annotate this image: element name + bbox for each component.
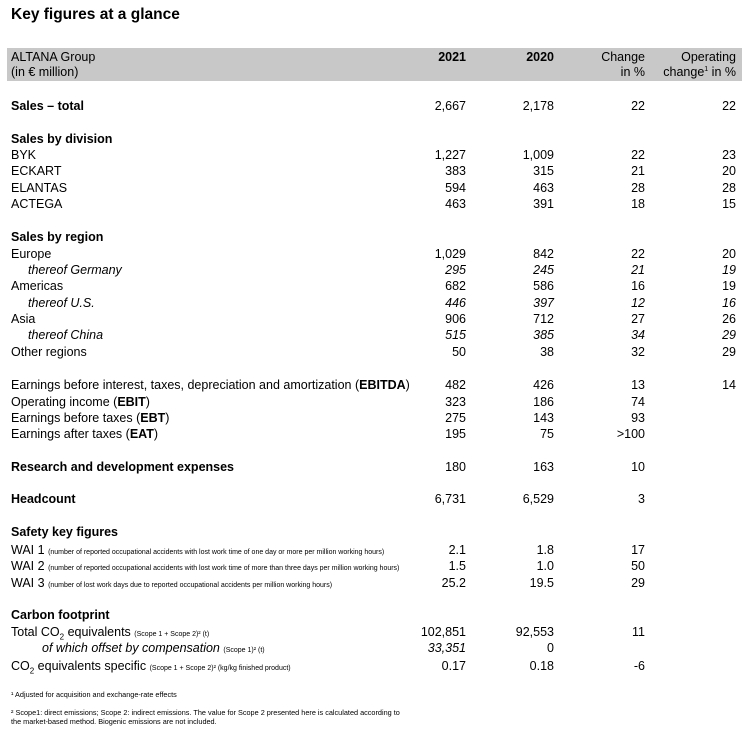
header-change: Change in % [601,50,645,79]
table-row: Earnings after taxes (EAT) 195 75 >100 [11,427,645,441]
table-row: thereof U.S. 446 397 12 16 [28,296,736,310]
footnote-1: ¹ Adjusted for acquisition and exchange-rate effects [11,690,177,699]
table-row: thereof Germany 295 245 21 19 [28,263,736,277]
table-row: Other regions 50 38 32 29 [11,345,736,359]
table-row: Americas 682 586 16 19 [11,279,736,293]
table-row: of which offset by compensation (Scope 1)² (t) 33,351 0 [42,641,554,655]
page-title: Key figures at a glance [11,6,180,23]
table-row: ECKART 383 315 21 20 [11,164,736,178]
table-row: Earnings before taxes (EBT) 275 143 93 [11,411,645,425]
header-group: ALTANA Group (in € million) [11,50,96,79]
table-row: WAI 1 (number of reported occupational accidents with lost work time of one day or more per million working hours) 2.1 1.8 17 [11,543,645,557]
table-row: Total $CO_2$ equivalents (Scope 1 + Scope 2)² (t) 102,851 92,553 11 [11,625,645,642]
table-row: Research and development expenses 180 163 10 [11,460,645,474]
table-row: Europe 1,029 842 22 20 [11,247,736,261]
table-row: BYK 1,227 1,009 22 23 [11,148,736,162]
table-row: Earnings before interest, taxes, depreciation and amortization (EBITDA) 482 426 13 14 [11,378,736,392]
section-heading: Safety key figures [11,525,118,539]
table-row: $CO_2$ equivalents specific (Scope 1 + Scope 2)² (kg/kg finished product) 0.17 0.18 -6 [11,659,645,676]
header-2020: 2020 [526,50,554,64]
section-heading: Carbon footprint [11,608,110,622]
table-row: Asia 906 712 27 26 [11,312,736,326]
header-2021: 2021 [438,50,466,64]
section-heading: Sales by division [11,132,113,146]
footnote-2: ² Scope1: direct emissions; Scope 2: indirect emissions. The value for Scope 2 presented here is calculated according to the market-based method. Biogenic emissions are not included. [11,708,400,726]
header-operating-change: Operating change$^1$ in % [663,50,736,79]
table-row: Sales – total 2,667 2,178 22 22 [11,99,736,113]
table-row: Operating income (EBIT) 323 186 74 [11,395,645,409]
table-row: ELANTAS 594 463 28 28 [11,181,736,195]
table-row: WAI 2 (number of reported occupational accidents with lost work time of more than three days per million working hours) 1.5 1.0 50 [11,559,645,573]
section-heading: Sales by region [11,230,104,244]
table-row: Headcount 6,731 6,529 3 [11,492,645,506]
table-row: ACTEGA 463 391 18 15 [11,197,736,211]
table-row: thereof China 515 385 34 29 [28,328,736,342]
table-row: WAI 3 (number of lost work days due to reported occupational accidents per million working hours) 25.2 19.5 29 [11,576,645,590]
